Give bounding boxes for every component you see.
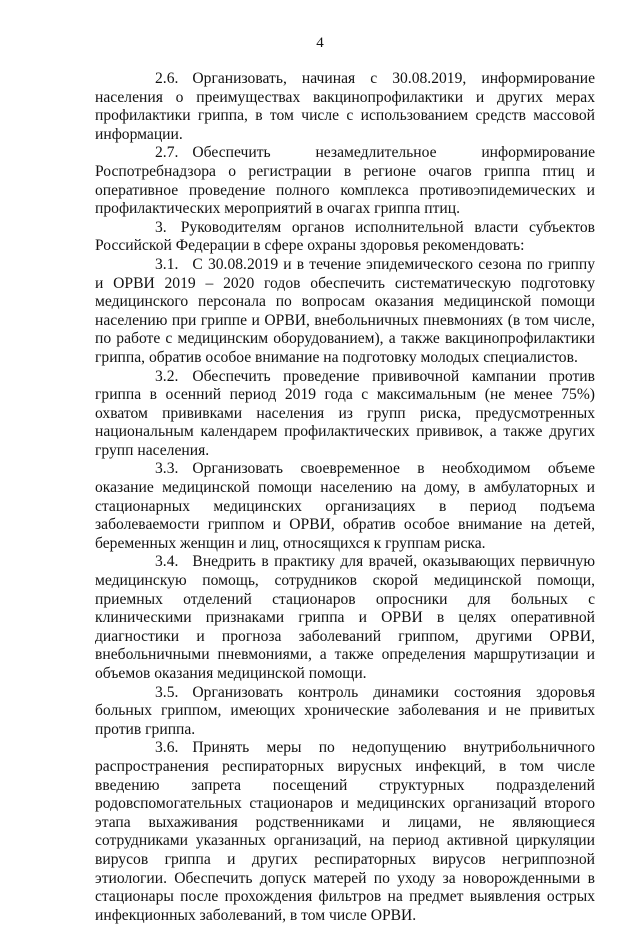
paragraph-text: Внедрить в практику для врачей, оказывающих первичную медицинскую помощь, сотрудников скорой медицинской помощи, приемных отделений стационаров опросники для больных с клиническими признаками гриппа и ОРВИ в целях оперативной диагностики и прогноза заболеваний гриппом, другими ОРВИ, внебольничными пневмониями, а также определения маршрутизации и объемов оказания медицинской помощи. bbox=[95, 553, 595, 682]
document-body bbox=[95, 70, 595, 925]
paragraph-text: Принять меры по недопущению внутрибольничного распространения респираторных вирусных инфекций, в том числе введению запрета посещений структурных подразделений родовспомогательных стационаров и медицинских организаций второго этапа выхаживания родственниками и лицами, не являющиеся сотрудниками указанных организаций, на период активной циркуляции вирусов гриппа и других респираторных вирусов негриппозной этиологии. Обеспечить допуск матерей по уходу за новорожденными в стационары после прохождения фильтров на предмет выявления острых инфекционных заболеваний, в том числе ОРВИ. bbox=[95, 739, 595, 924]
paragraph-number: 3.4. bbox=[155, 553, 179, 571]
paragraph-number: 3.2. bbox=[155, 367, 179, 385]
paragraph-3-4 bbox=[95, 553, 595, 683]
paragraph-3 bbox=[95, 219, 595, 256]
paragraph-2-7 bbox=[95, 144, 595, 218]
paragraph-3-6 bbox=[95, 739, 595, 925]
paragraph-number: 2.6. bbox=[155, 70, 179, 87]
paragraph-number: 3. bbox=[155, 218, 167, 236]
paragraph-3-1 bbox=[95, 256, 595, 368]
paragraph-text: С 30.08.2019 и в течение эпидемического сезона по гриппу и ОРВИ 2019 – 2020 годов обеспечить систематическую подготовку медицинского персонала по вопросам оказания медицинской помощи населению при гриппе и ОРВИ, внебольничных пневмониях (в том числе, по работе с медицинским оборудованием), а также вакцинопрофилактики гриппа, обратив особое внимание на подготовку молодых специалистов. bbox=[95, 255, 595, 366]
paragraph-text: Организовать своевременное в необходимом объеме оказание медицинской помощи населению на дому, в амбулаторных и стационарных медицинских организациях в период подъема заболеваемости гриппом и ОРВИ, обратив особое внимание на детей, беременных женщин и лиц, относящихся к группам риска. bbox=[95, 460, 595, 552]
paragraph-text: Руководителям органов исполнительной власти субъектов Российской Федерации в сфере охраны здоровья рекомендовать: bbox=[95, 218, 595, 255]
paragraph-text: Организовать контроль динамики состояния здоровья больных гриппом, имеющих хронические заболевания и не привитых против гриппа. bbox=[95, 683, 595, 738]
paragraph-number: 3.3. bbox=[155, 460, 179, 478]
paragraph-2-6 bbox=[95, 70, 595, 144]
paragraph-number: 2.7. bbox=[155, 144, 179, 162]
paragraph-3-2 bbox=[95, 368, 595, 461]
paragraph-3-3 bbox=[95, 460, 595, 553]
paragraph-text: Обеспечить незамедлительное информирование Роспотребнадзора о регистрации в регионе очагов гриппа птиц и оперативное проведение полного комплекса противоэпидемических и профилактических мероприятий в очагах гриппа птиц. bbox=[95, 144, 595, 218]
page-number: 4 bbox=[316, 35, 324, 51]
paragraph-text: Обеспечить проведение прививочной кампании против гриппа в осенний период 2019 года с максимальным (не менее 75%) охватом прививками населения из групп риска, предусмотренных национальным календарем профилактических прививок, а также других групп населения. bbox=[95, 367, 595, 459]
paragraph-number: 3.5. bbox=[155, 683, 179, 701]
paragraph-number: 3.1. bbox=[155, 255, 179, 273]
paragraph-3-5 bbox=[95, 684, 595, 740]
paragraph-number: 3.6. bbox=[155, 739, 179, 757]
paragraph-text: Организовать, начиная с 30.08.2019, информирование населения о преимуществах вакцинопрофилактики и других мерах профилактики гриппа, в том числе с использованием средств массовой информации. bbox=[95, 70, 595, 143]
